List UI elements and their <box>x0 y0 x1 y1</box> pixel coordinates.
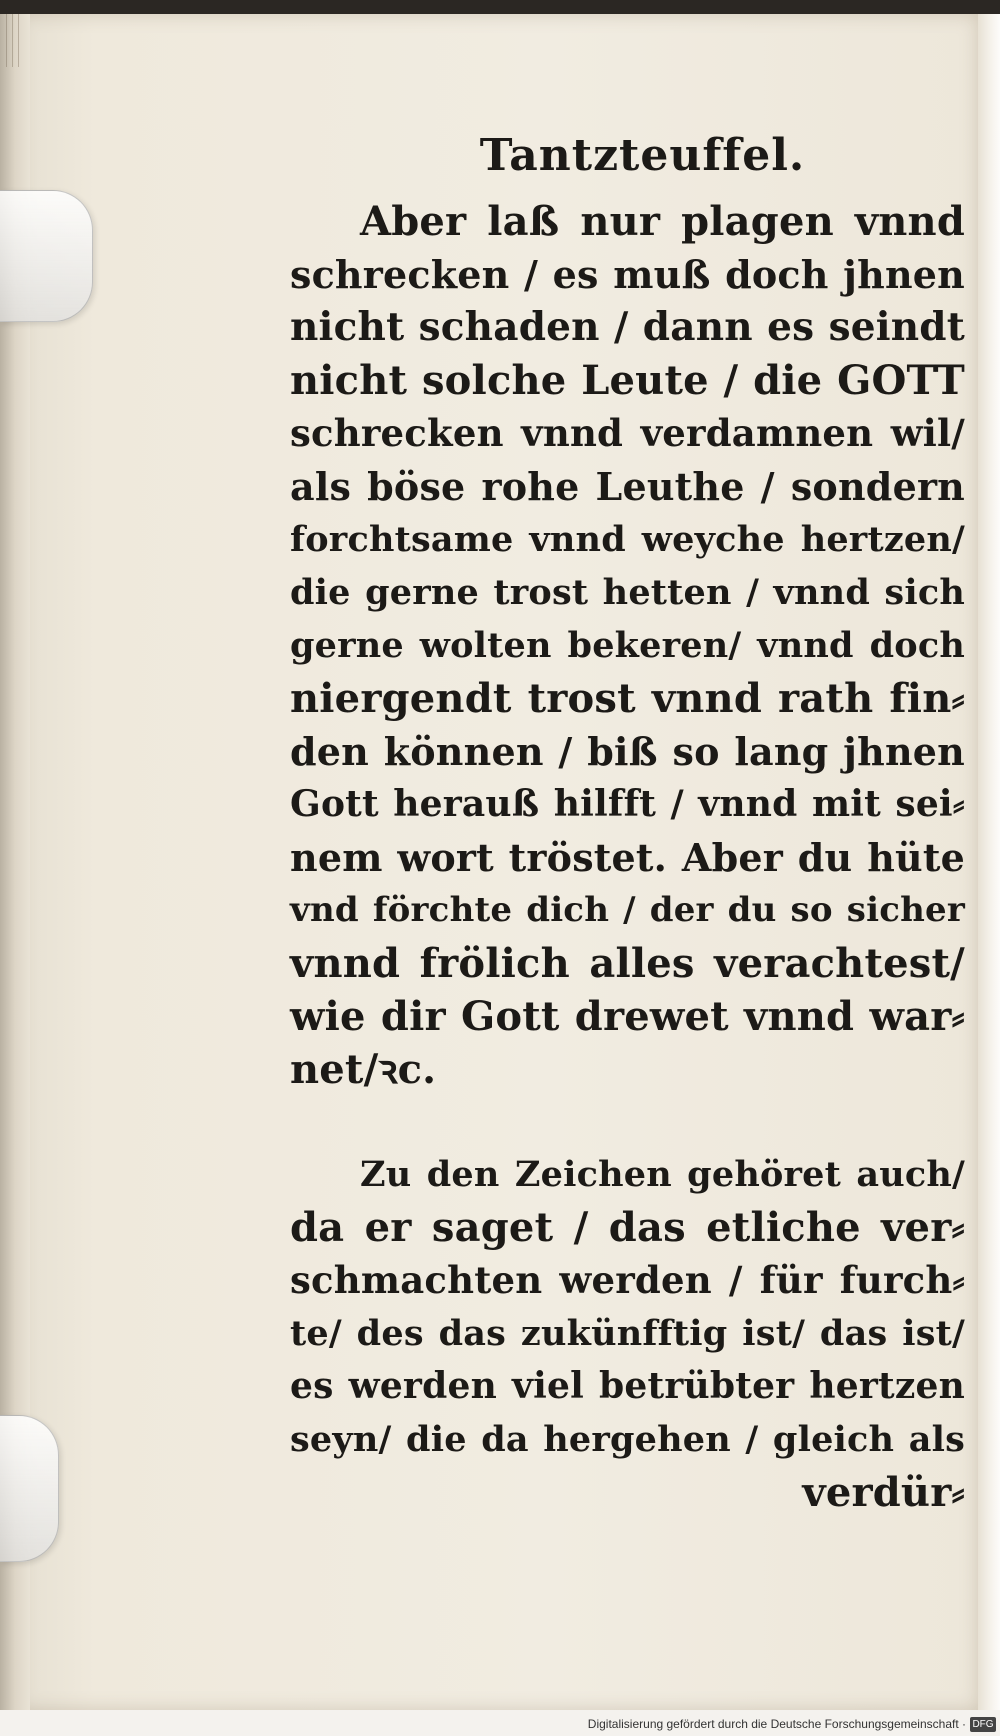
paragraph-2 <box>290 1148 965 1519</box>
text-line: es werden viel betrübter hertzen <box>290 1365 965 1407</box>
paragraph-1 <box>290 195 965 1096</box>
text-line: Zu den Zeichen gehöret auch/ <box>360 1154 965 1195</box>
text-line: nicht schaden / dann es seindt <box>290 304 965 350</box>
text-line: net/ꝛc. <box>290 1046 437 1093</box>
page-edge-line <box>18 14 19 67</box>
text-line: forchtsame vnnd weyche hertzen/ <box>290 519 965 560</box>
page-edge-line <box>6 14 7 67</box>
running-head: Tantzteuffel. <box>479 130 806 181</box>
catchword: verdür⸗ <box>802 1469 965 1516</box>
top-frame-bar <box>0 0 1000 14</box>
text-line: gerne wolten bekeren/ vnnd doch <box>290 625 965 666</box>
text-line: den können / biß so lang jhnen <box>290 729 965 774</box>
text-line: Gott herauß hilfft / vnnd mit sei⸗ <box>290 783 965 825</box>
text-line: wie dir Gott drewet vnnd war⸗ <box>290 993 965 1040</box>
text-line: da er saget / das etliche ver⸗ <box>290 1204 965 1251</box>
text-line: schmachten werden / für furch⸗ <box>290 1258 965 1302</box>
text-line: nicht solche Leute / die GOTT <box>290 357 965 404</box>
dfg-logo: DFG <box>970 1717 996 1732</box>
text-line: als böse rohe Leuthe / sondern <box>290 464 965 509</box>
page-text-block <box>290 130 965 1519</box>
text-line: schrecken / es muß doch jhnen <box>290 252 965 297</box>
text-line: schrecken vnnd verdamnen wil/ <box>290 411 965 455</box>
digitization-footer <box>0 1710 1000 1736</box>
text-line: die gerne trost hetten / vnnd sich <box>290 572 965 613</box>
text-line: nem wort tröstet. Aber du hüte <box>290 835 965 880</box>
right-background <box>978 14 1000 1736</box>
text-line: seyn/ die da hergehen / gleich als <box>290 1419 965 1460</box>
text-line: vnd förchte dich / der du so sicher <box>290 890 965 930</box>
text-line: Aber laß nur plagen vnnd <box>360 198 965 245</box>
page-clip-top <box>0 190 93 322</box>
text-line: vnnd frölich alles verachtest/ <box>290 940 965 987</box>
text-line: te/ des das zukünfftig ist/ das ist/ <box>290 1313 965 1354</box>
page-edge-line <box>12 14 13 67</box>
funding-credit: Digitalisierung gefördert durch die Deutsche Forschungsgemeinschaft · <box>587 1717 966 1731</box>
paragraph-gap <box>290 1096 965 1148</box>
text-line: niergendt trost vnnd rath fin⸗ <box>290 675 965 722</box>
page-clip-bottom <box>0 1415 59 1562</box>
